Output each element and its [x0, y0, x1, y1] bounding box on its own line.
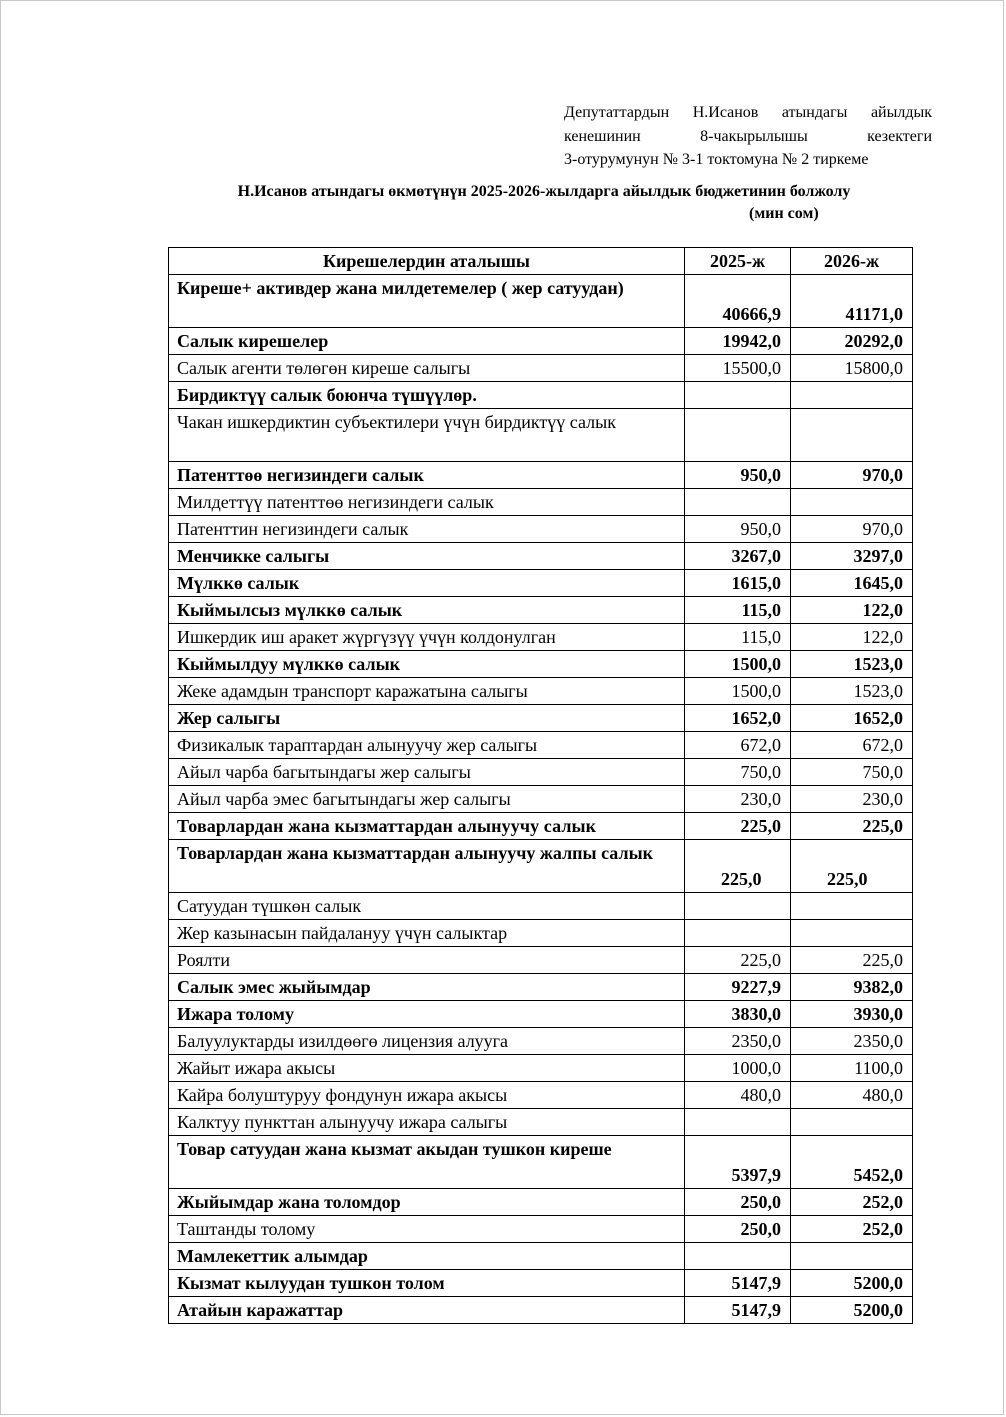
table-row	[169, 409, 913, 462]
row-value-2026: 1652,0	[791, 705, 913, 732]
row-value-2025: 250,0	[685, 1216, 791, 1243]
row-name: Ижара толому	[169, 1001, 685, 1028]
row-value-2026: 230,0	[791, 786, 913, 813]
attachment-header	[564, 101, 932, 172]
table-row	[169, 597, 913, 624]
row-name: Салык эмес жыйымдар	[169, 974, 685, 1001]
table-row	[169, 651, 913, 678]
row-value-2025: 1500,0	[685, 678, 791, 705]
row-name: Кайра болуштуруу фондунун ижара акысы	[169, 1082, 685, 1109]
row-value-2025: 672,0	[685, 732, 791, 759]
row-name: Калктуу пункттан алынуучу ижара салыгы	[169, 1109, 685, 1136]
row-value-2026: 20292,0	[791, 328, 913, 355]
row-name: Атайын каражаттар	[169, 1297, 685, 1324]
row-value-2025: 115,0	[685, 624, 791, 651]
row-value-2026: 41171,0	[791, 275, 913, 328]
row-value-2025: 225,0	[685, 840, 791, 893]
table-row	[169, 1055, 913, 1082]
table-row	[169, 1136, 913, 1189]
row-name: Бирдиктүү салык боюнча түшүүлөр.	[169, 382, 685, 409]
row-value-2025: 15500,0	[685, 355, 791, 382]
row-name: Киреше+ активдер жана милдетемелер ( жер сатуудан)	[169, 275, 685, 328]
row-name: Таштанды толому	[169, 1216, 685, 1243]
row-value-2026: 225,0	[791, 840, 913, 893]
row-value-2025: 1500,0	[685, 651, 791, 678]
row-name: Кыймылдуу мүлккө салык	[169, 651, 685, 678]
row-value-2025: 230,0	[685, 786, 791, 813]
row-value-2026: 480,0	[791, 1082, 913, 1109]
row-value-2026: 2350,0	[791, 1028, 913, 1055]
row-name: Айыл чарба багытындагы жер салыгы	[169, 759, 685, 786]
row-value-2025: 225,0	[685, 947, 791, 974]
header-line: кенешинин 8-чакырылышы кезектеги	[564, 127, 932, 145]
row-name: Кызмат кылуудан тушкон толом	[169, 1270, 685, 1297]
table-row	[169, 570, 913, 597]
row-value-2026: 252,0	[791, 1216, 913, 1243]
table-row	[169, 947, 913, 974]
row-name: Жер салыгы	[169, 705, 685, 732]
row-value-2026: 252,0	[791, 1189, 913, 1216]
table-row	[169, 705, 913, 732]
row-value-2026: 122,0	[791, 624, 913, 651]
header-line: 3-отурумунун № 3-1 токтомуна № 2 тиркеме	[564, 151, 869, 168]
table-row	[169, 920, 913, 947]
row-value-2025: 5147,9	[685, 1270, 791, 1297]
table-row	[169, 813, 913, 840]
table-row	[169, 382, 913, 409]
row-value-2025: 950,0	[685, 462, 791, 489]
table-row	[169, 1243, 913, 1270]
row-value-2026: 225,0	[791, 813, 913, 840]
row-name: Жер казынасын пайдалануу үчүн салыктар	[169, 920, 685, 947]
row-value-2025: 250,0	[685, 1189, 791, 1216]
row-value-2026	[791, 893, 913, 920]
table-row	[169, 462, 913, 489]
row-name: Мүлккө салык	[169, 570, 685, 597]
table-row	[169, 759, 913, 786]
row-value-2025	[685, 920, 791, 947]
table-row	[169, 1189, 913, 1216]
row-value-2025: 950,0	[685, 516, 791, 543]
row-name: Товарлардан жана кызматтардан алынуучу жалпы салык	[169, 840, 685, 893]
row-name: Патенттөө негизиндеги салык	[169, 462, 685, 489]
row-value-2025	[685, 1109, 791, 1136]
row-name: Товарлардан жана кызматтардан алынуучу салык	[169, 813, 685, 840]
row-value-2025: 1652,0	[685, 705, 791, 732]
row-value-2026: 5452,0	[791, 1136, 913, 1189]
row-value-2025: 3267,0	[685, 543, 791, 570]
row-name: Роялти	[169, 947, 685, 974]
row-value-2025: 40666,9	[685, 275, 791, 328]
row-value-2026	[791, 920, 913, 947]
row-name: Жыйымдар жана толомдор	[169, 1189, 685, 1216]
row-value-2025: 750,0	[685, 759, 791, 786]
column-header-2025: 2025-ж	[685, 248, 791, 275]
row-value-2026: 672,0	[791, 732, 913, 759]
row-value-2026: 3297,0	[791, 543, 913, 570]
row-value-2026: 970,0	[791, 462, 913, 489]
row-name: Милдеттүү патенттөө негизиндеги салык	[169, 489, 685, 516]
table-row	[169, 1216, 913, 1243]
row-value-2026: 3930,0	[791, 1001, 913, 1028]
row-name: Айыл чарба эмес багытындагы жер салыгы	[169, 786, 685, 813]
row-name: Сатуудан түшкөн салык	[169, 893, 685, 920]
column-header-name: Кирешелердин аталышы	[169, 248, 685, 275]
row-value-2026	[791, 489, 913, 516]
row-value-2025: 3830,0	[685, 1001, 791, 1028]
row-value-2025: 5397,9	[685, 1136, 791, 1189]
row-value-2026	[791, 1109, 913, 1136]
row-value-2026: 750,0	[791, 759, 913, 786]
row-value-2025: 225,0	[685, 813, 791, 840]
row-value-2026: 1523,0	[791, 651, 913, 678]
document-title: Н.Исанов атындагы өкмөтүнүн 2025-2026-жылдарга айылдык бюджетинин болжолу	[237, 183, 851, 200]
row-value-2025: 1615,0	[685, 570, 791, 597]
table-row	[169, 1270, 913, 1297]
row-name: Кыймылсыз мүлккө салык	[169, 597, 685, 624]
table-row	[169, 1028, 913, 1055]
table-row	[169, 355, 913, 382]
table-row	[169, 678, 913, 705]
row-value-2025	[685, 409, 791, 462]
row-value-2025: 9227,9	[685, 974, 791, 1001]
header-line: Депутаттардын Н.Исанов атындагы айылдык	[564, 104, 932, 121]
row-name: Физикалык тараптардан алынуучу жер салыгы	[169, 732, 685, 759]
table-row	[169, 786, 913, 813]
row-value-2026: 9382,0	[791, 974, 913, 1001]
row-value-2026: 1523,0	[791, 678, 913, 705]
row-name: Жеке адамдын транспорт каражатына салыгы	[169, 678, 685, 705]
table-row	[169, 624, 913, 651]
row-value-2026	[791, 409, 913, 462]
row-value-2026	[791, 1243, 913, 1270]
row-value-2026: 1100,0	[791, 1055, 913, 1082]
row-value-2025	[685, 1243, 791, 1270]
row-name: Патенттин негизиндеги салык	[169, 516, 685, 543]
table-row	[169, 1109, 913, 1136]
table-row	[169, 516, 913, 543]
table-row	[169, 275, 913, 328]
row-name: Чакан ишкердиктин субъектилери үчүн бирдиктүү салык	[169, 409, 685, 462]
table-row	[169, 543, 913, 570]
row-value-2026: 970,0	[791, 516, 913, 543]
table-row	[169, 328, 913, 355]
row-value-2026: 5200,0	[791, 1297, 913, 1324]
table-row	[169, 974, 913, 1001]
table-row	[169, 840, 913, 893]
budget-table	[168, 247, 913, 1324]
row-name: Балуулуктарды изилдөөгө лицензия алууга	[169, 1028, 685, 1055]
row-value-2026: 122,0	[791, 597, 913, 624]
unit-label: (мин сом)	[749, 205, 819, 222]
row-value-2025: 1000,0	[685, 1055, 791, 1082]
row-value-2025: 2350,0	[685, 1028, 791, 1055]
table-row	[169, 732, 913, 759]
row-name: Салык агенти төлөгөн киреше салыгы	[169, 355, 685, 382]
row-value-2025: 480,0	[685, 1082, 791, 1109]
table-header-row	[169, 248, 913, 275]
row-value-2026: 5200,0	[791, 1270, 913, 1297]
table-row	[169, 1297, 913, 1324]
row-value-2026: 15800,0	[791, 355, 913, 382]
row-value-2025: 5147,9	[685, 1297, 791, 1324]
row-value-2025: 115,0	[685, 597, 791, 624]
row-value-2026: 225,0	[791, 947, 913, 974]
row-name: Салык кирешелер	[169, 328, 685, 355]
row-value-2025: 19942,0	[685, 328, 791, 355]
table-row	[169, 893, 913, 920]
table-row	[169, 1082, 913, 1109]
row-name: Ишкердик иш аракет жүргүзүү үчүн колдонулган	[169, 624, 685, 651]
row-name: Товар сатуудан жана кызмат акыдан тушкон киреше	[169, 1136, 685, 1189]
row-value-2025	[685, 893, 791, 920]
row-value-2025	[685, 382, 791, 409]
row-name: Жайыт ижара акысы	[169, 1055, 685, 1082]
table-row	[169, 1001, 913, 1028]
row-name: Мамлекеттик алымдар	[169, 1243, 685, 1270]
row-value-2026: 1645,0	[791, 570, 913, 597]
table-row	[169, 489, 913, 516]
row-value-2025	[685, 489, 791, 516]
row-name: Менчикке салыгы	[169, 543, 685, 570]
column-header-2026: 2026-ж	[791, 248, 913, 275]
row-value-2026	[791, 382, 913, 409]
